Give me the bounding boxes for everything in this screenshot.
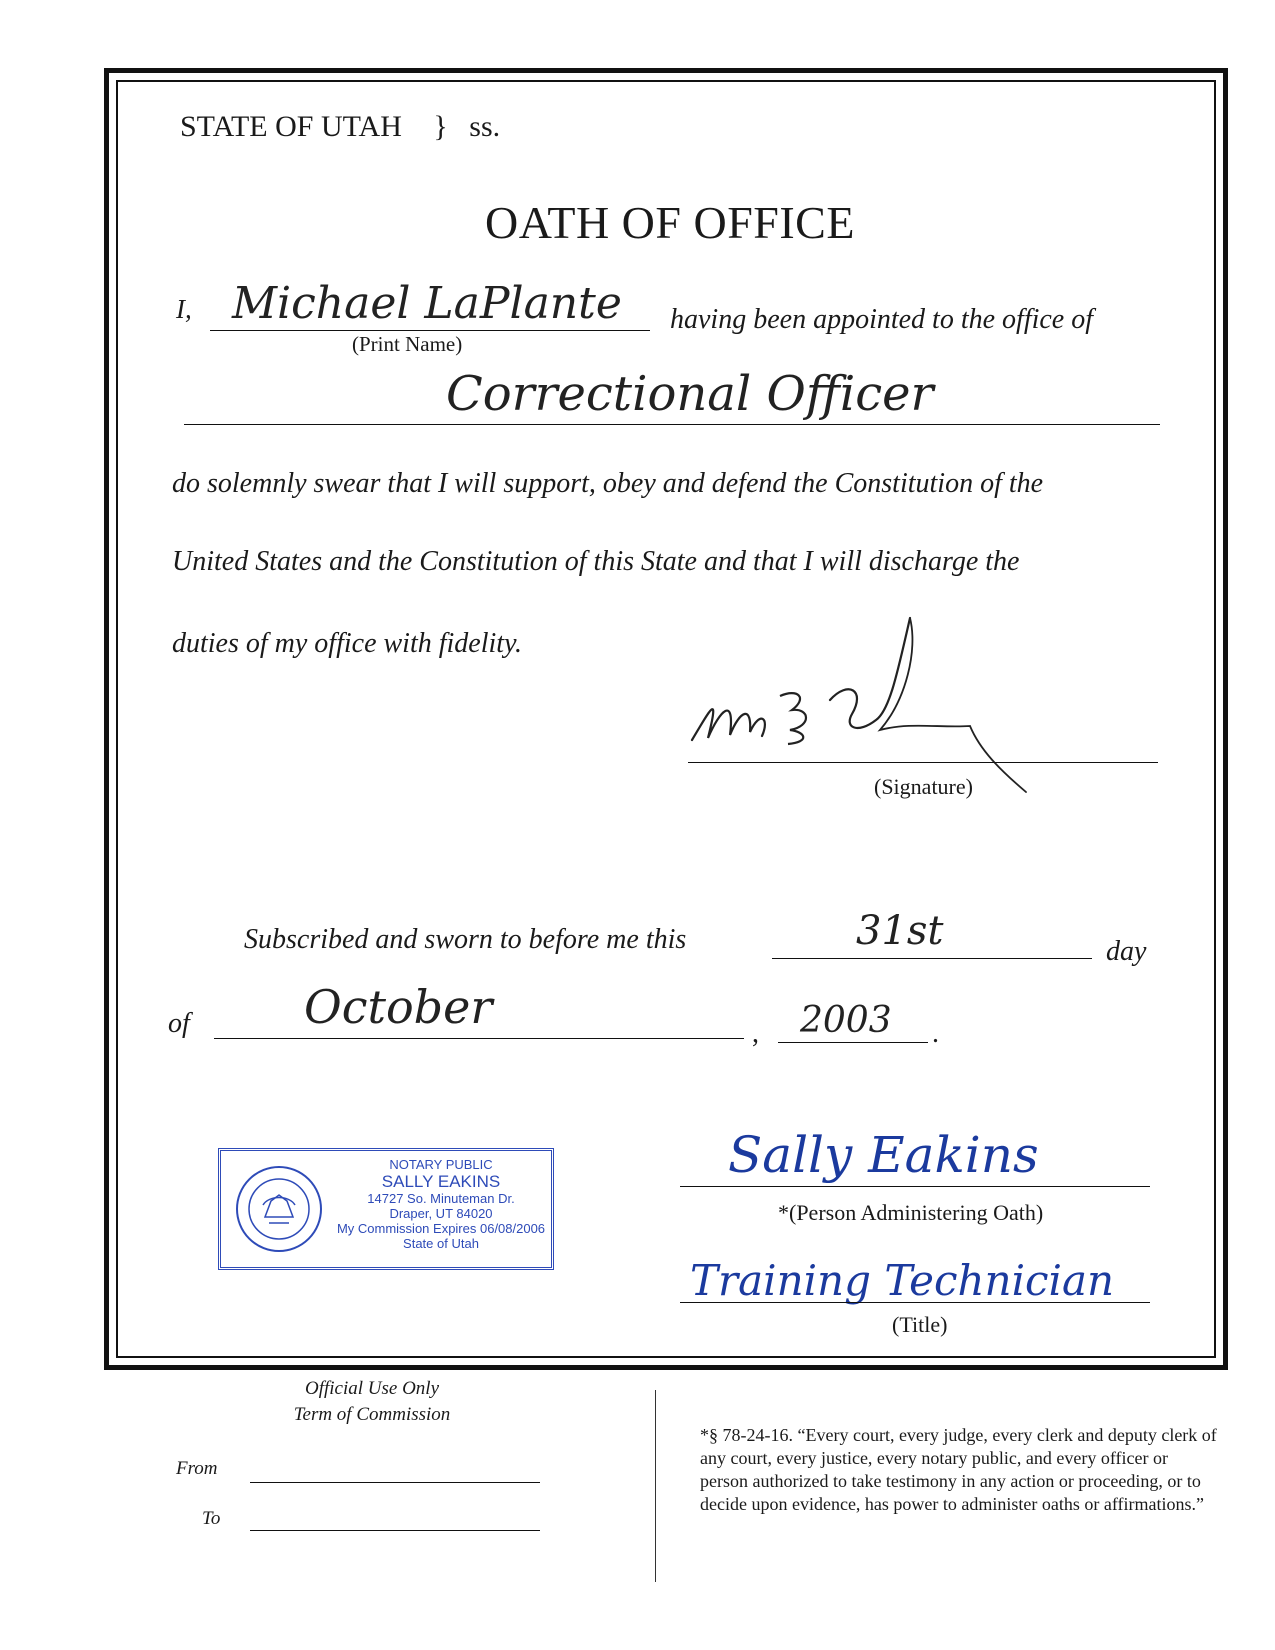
footer-divider [655,1390,656,1582]
oath-prefix: I, [176,294,192,324]
appointed-text: having been appointed to the office of [670,304,1094,335]
oath-body-line-1: do solemnly swear that I will support, obey and defend the Constitution of the [172,468,1044,499]
to-field [250,1530,540,1531]
state-seal-icon [235,1165,323,1253]
of-word: of [168,1008,190,1039]
from-field [250,1482,540,1483]
notary-stamp-name: SALLY EAKINS [381,1172,501,1191]
date-period: . [932,1018,939,1049]
notary-stamp-line-1: NOTARY PUBLIC [389,1157,493,1172]
print-name-caption: (Print Name) [352,332,463,356]
month-value: October [304,980,493,1034]
day-underline [772,958,1092,959]
official-use-heading: Official Use Only [304,1378,440,1399]
oath-body-line-2: United States and the Constitution of this State and that I will discharge the [172,546,1020,577]
from-label: From [176,1458,218,1479]
oath-body-line-3: duties of my office with fidelity. [172,628,522,659]
notary-stamp-line-3: 14727 So. Minuteman Dr. [367,1191,515,1206]
signature-caption: (Signature) [874,774,973,799]
title-underline [680,1302,1150,1303]
date-comma: , [752,1018,759,1049]
notary-stamp-line-6: State of Utah [403,1236,479,1251]
day-value: 31st [856,908,944,954]
name-underline [210,330,650,331]
printed-name-value: Michael LaPlante [232,278,622,329]
statute-footnote: *§ 78-24-16. “Every court, every judge, every clerk and deputy clerk of any court, every justice, every notary public, and every officer or person authorized to take testimony in any action or proceeding, or to decide upon evidence, has power to administer oaths or affirmations.” [700,1425,1217,1514]
administrator-title-value: Training Technician [690,1256,1115,1305]
subscribed-text: Subscribed and sworn to before me this [244,924,687,955]
notary-stamp-text [329,1157,553,1251]
office-value: Correctional Officer [446,366,934,422]
notary-stamp [218,1148,554,1270]
office-underline [184,424,1160,425]
page-title: OATH OF OFFICE [485,197,855,248]
administrator-underline [680,1186,1150,1187]
month-underline [214,1038,744,1039]
state-name: STATE OF UTAH [180,110,402,143]
notary-stamp-line-4: Draper, UT 84020 [389,1206,493,1221]
signature-underline [688,762,1158,763]
notary-stamp-line-5: My Commission Expires 06/08/2006 [336,1221,546,1236]
state-header [180,110,500,144]
administrator-signature-value: Sally Eakins [728,1126,1039,1184]
to-label: To [202,1508,221,1529]
administrator-caption: *(Person Administering Oath) [778,1200,1044,1225]
day-word: day [1106,936,1147,967]
state-ss: ss. [469,110,501,143]
year-value: 2003 [800,1000,892,1041]
title-caption: (Title) [892,1312,948,1337]
year-underline [778,1042,928,1043]
term-of-commission-heading: Term of Commission [293,1404,451,1425]
state-brace: } [433,110,448,143]
